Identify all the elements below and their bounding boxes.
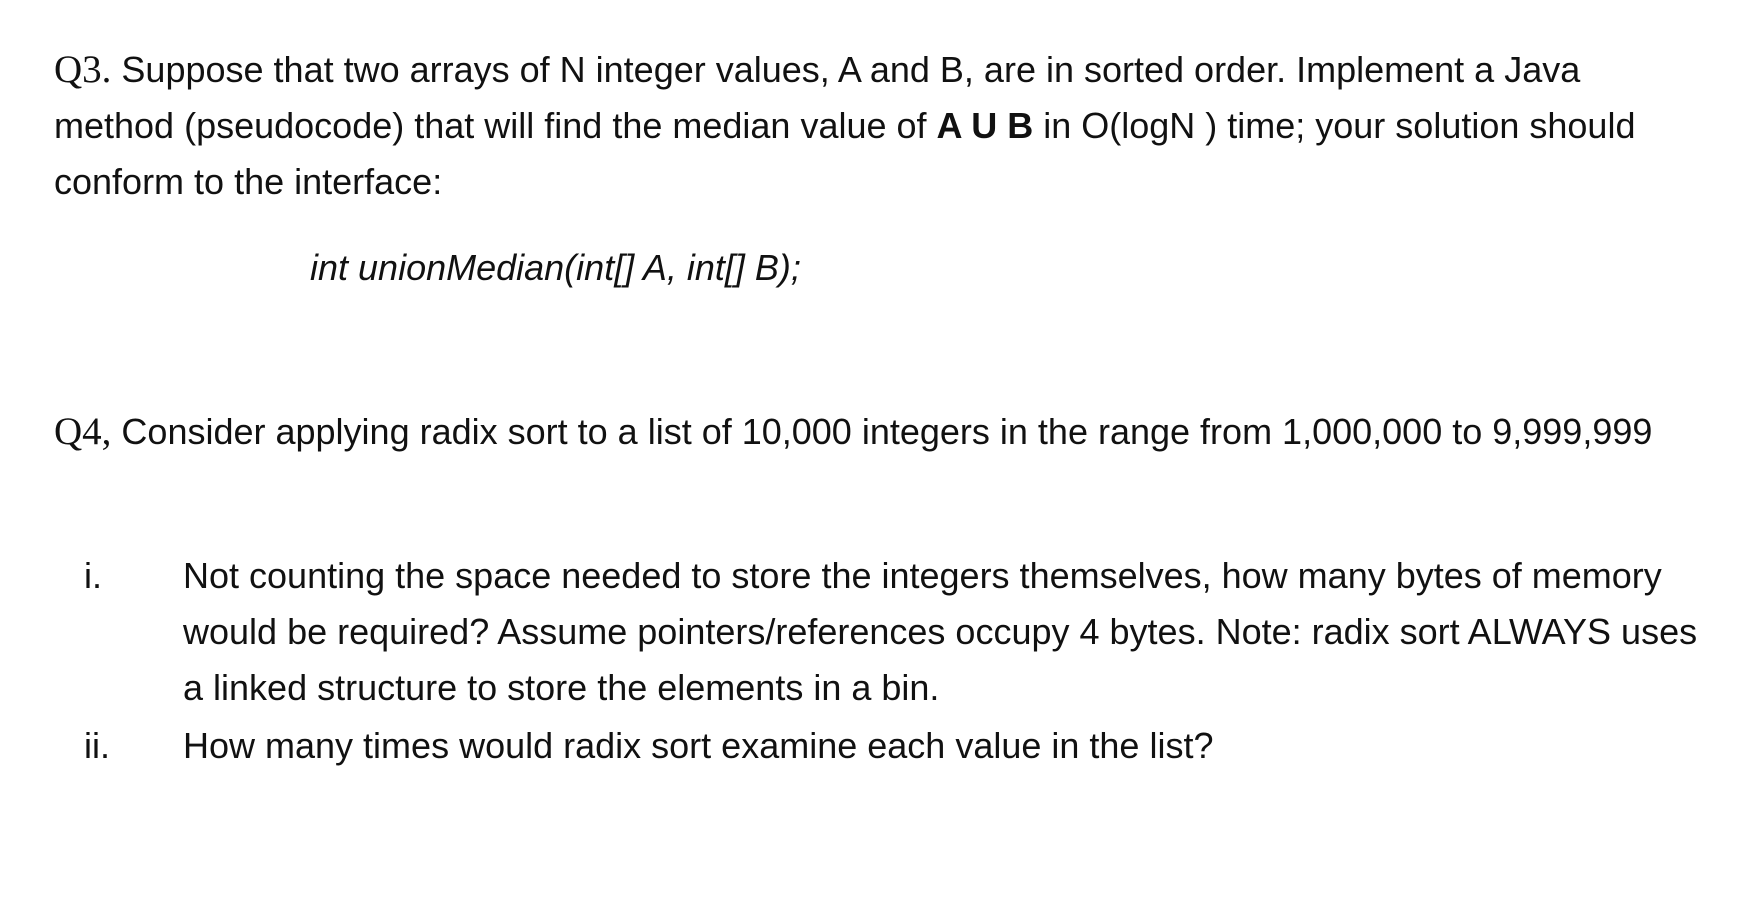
question-3-text-end: in O(logN ) time; your solution should conform to the interface: <box>54 105 1636 202</box>
question-4-text: Consider applying radix sort to a list of 10,000 integers in the range from 1,000,000 to 9,999,999 <box>111 411 1653 452</box>
union-expression: A U B <box>936 105 1034 146</box>
question-3-label: Q3. <box>54 48 112 91</box>
list-item-text: How many times would radix sort examine each value in the list? <box>183 725 1214 766</box>
method-signature: int unionMedian(int[] A, int[] B); <box>310 247 801 288</box>
question-3-text-start: Suppose that two arrays of N integer values, A and B, are in sorted order. Implement a Java method (pseudocode) that will find the median value of <box>54 49 1581 146</box>
question-3-paragraph <box>54 42 1704 210</box>
list-item-marker: ii. <box>84 725 110 766</box>
question-4-paragraph <box>54 404 1704 460</box>
list-item-text: Not counting the space needed to store the integers themselves, how many bytes of memory would be required? Assume pointers/references occupy 4 bytes. Note: radix sort ALWAYS uses a linked structure to store the elements in a bin. <box>183 555 1698 708</box>
list-item-marker: i. <box>84 555 102 596</box>
question-4-label: Q4, <box>54 410 112 453</box>
